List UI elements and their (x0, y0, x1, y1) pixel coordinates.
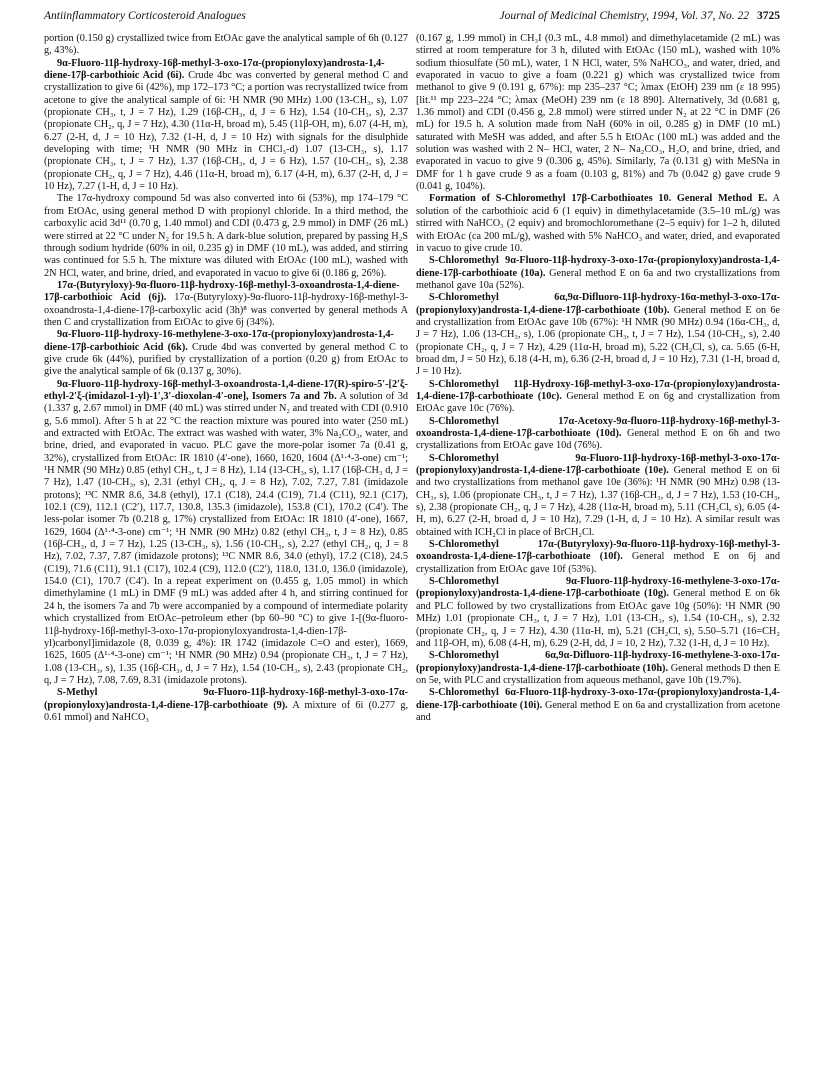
paragraph (416, 687, 780, 724)
compound-heading: S-Chloromethyl 9α-Fluoro-11β-hydroxy-3-oxo-17α-(propionyloxy)androsta-1,4-diene-17β-carbothioate (10a). (416, 255, 780, 279)
paragraph-body: 17α-(Butyryloxy)-9α-fluoro-11β-hydroxy-16β-methyl-3-oxoandrosta-1,4-diene-17β-carboxylic acid (3h)⁸ was converted by general methods A then C and crystallization from EtOAc to give 6j (34%). (44, 292, 408, 328)
paragraph-body: A solution of 3d (1.337 g, 2.67 mmol) in DMF (40 mL) was stirred under N₂ and treated with CDI (0.910 g, 5.6 mmol). After 5 h at 22 °C the reaction mixture was poured into water (250 mL) and extracted with EtOAc. The extract was washed with water, 3% Na₂CO₃, water, and brine, dried, and evaporated in vacuo. PLC gave the more-polar isomer 7a (0.41 g, 32%), crystallized from EtOAc: IR 1810 (4′-one), 1660, 1620, 1604 (Δ¹·⁴-3-one) cm⁻¹; ¹H NMR (90 MHz) 0.85 (ethyl CH₃, t, J = 8 Hz), 1.14 (13-CH₃, s), 1.17 (16β-CH₃ d, J = 7 Hz), 1.47 (10-CH₃, s), 2.31 (ethyl CH₂, q, J = 8 Hz), 7.02, 7.27, 7.81 (imidazole protons); ¹³C NMR 8.6, 34.8 (ethyl), 17.1 (C18), 24.4 (C19), 71.4 (C11), 92.1 (C17), 102.1 (C9), 112.1 (C2′), 117.7, 130.8, 135.3 (imidazole), 153.8 (C1), 170.2 (C4′). The less-polar isomer 7b (0.218 g, 17%) crystallized from EtOAc: IR 1810 (4′-one), 1667, 1629, 1604 (Δ¹·⁴-3-one) cm⁻¹; ¹H NMR (90 MHz) 0.82 (ethyl CH₃, t, J = 8 Hz), 0.85 (16β-CH₃, d, J = 7 Hz), 1.25 (13-CH₃, s), 1.56 (10-CH₃, s), 2.27 (ethyl CH₂, q, J = 8 Hz), 7.02, 7.37, 7.87 (imidazole protons); ¹³C NMR 8.6, 34.0 (ethyl), 17.2 (C18), 24.5 (C19), 71.6 (C11), 91.1 (C17), 102.4 (C9), 112.0 (C2′), 118.0, 131.0, 136.0 (imidazole), 154.0 (C1), 170.7 (C4′). In a repeat experiment on (0.455 g, 1.05 mmol) in which dimethylamine (1 mL) in DMF (9 mL) was added after 4 h, and stirring continued for 24 h, the isomers 7a and 7b were accompanied by a compound of intermediate polarity which crystallized from EtOAc–petroleum ether (bp 60–90 °C) to give 1-[(9α-fluoro-11β-hydroxy-16β-methyl-3-oxo-17α-propionyloxyandrosta-1,4-dien-17β-yl)carbonyl]imidazole (8, 0.039 g, 4%): IR 1742 (imidazole C=O and ester), 1669, 1625, 1605 (Δ¹·⁴-3-one) cm⁻¹; ¹H NMR (90 MHz) 0.94 (propionate CH₃, t, J = 7 Hz), 1.08 (13-CH₃, s), 1.35 (16β-CH₃, d, J = 7 Hz), 1.54 (10-CH₃, s), 2.43 (propionate CH₂, q, J = 7 Hz), 7.08, 7.69, 8.31 (imidazole protons). (44, 390, 408, 686)
paragraph (44, 280, 408, 329)
compound-heading: 9α-Fluoro-11β-hydroxy-16-methylene-3-oxo-17α-(propionyloxy)androsta-1,4-diene-17β-carbothioic Acid (6k). (44, 329, 394, 353)
paragraph (416, 33, 780, 193)
compound-heading: S-Chloromethyl 6α,9α-Difluoro-11β-hydroxy-16α-methyl-3-oxo-17α-(propionyloxy)androsta-1,4-diene-17β-carbothioate (10b). (416, 292, 780, 316)
paragraph-body: (0.167 g, 1.99 mmol) in CH₃I (0.3 mL, 4.8 mmol) and dimethylacetamide (2 mL) was stirred at room temperature for 3 h, diluted with EtOAc (150 mL), washed with 10% sodium thiosulfate (50 mL), water, 1 N HCl, water, 5% NaHCO₃, and water, dried, and evaporated in vacuo to give a foam (0.221 g) which was crystallized twice from methanol to give 9 (0.191 g, 67%): mp 235–237 °C; λmax (EtOH) 239 nm (ε 18 995) [lit.¹¹ mp 223–224 °C; λmax (MeOH) 239 nm (ε 18 890]. Alternatively, 3d (0.681 g, 1.36 mmol) and CDI (0.456 g, 2.8 mmol) were stirred under N₂ at 22 °C in DMF (26 mL) for 19.5 h. A solution made from NaH (60% in oil, 0.285 g) in DMF (10 mL) saturated with MeSH was added, and after 5.5 h EtOAc (100 mL) was added and the solution was washed with 2 N– HCl, water, 2 N– Na₂CO₃, H₂O, and brine, dried, and evaporated in vacuo to give 9 (0.306 g, 45%). Similarly, 7a (0.131 g) with MeSNa in DMF for 1 h gave crude 9 as a foam (0.103 g, 81%) and 7b (0.042 g) gave crude 9 (0.041 g, 104%). (416, 33, 780, 193)
paragraph-body: A mixture of 6i (0.277 g, 0.61 mmol) and NaHCO₃ (44, 699, 408, 723)
running-header (44, 10, 780, 28)
paragraph (416, 416, 780, 453)
paragraph-body: portion (0.150 g) crystallized twice from EtOAc gave the analytical sample of 6h (0.127 g, 43%). (44, 33, 408, 57)
compound-heading: S-Chloromethyl 9α-Fluoro-11β-hydroxy-16-methylene-3-oxo-17α-(propionyloxy)androsta-1,4-diene-17β-carbothioate (10g). (416, 576, 780, 600)
compound-heading: S-Chloromethyl 17α-(Butyryloxy)-9α-fluoro-11β-hydroxy-16β-methyl-3-oxoandrosta-1,4-diene-17β-carbothioate (10f). (416, 539, 780, 563)
paragraph-body: General method E on 6h and two crystallizations from EtOAc gave 10d (76%). (416, 428, 780, 452)
compound-heading: S-Chloromethyl 6α-Fluoro-11β-hydroxy-3-oxo-17α-(propionyloxy)androsta-1,4-diene-17β-carbothioate (10i). (416, 687, 780, 711)
left-column (44, 33, 408, 1063)
paragraph (44, 33, 408, 58)
paragraph-body: Crude 4bd was converted by general method C to give crude 6k (44%), purified by crystallization of a portion (0.20 g) from EtOAc to give the analytical sample of 6k (0.137 g, 30%). (44, 341, 408, 378)
paragraph-body: The 17α-hydroxy compound 5d was also converted into 6i (53%), mp 174–179 °C from EtOAc, using general method D with propionyl chloride. In a third method, the carboxylic acid 3d¹¹ (0.70 g, 1.40 mmol) and CDI (0.473 g, 2.9 mmol) in DMF (26 mL) were stirred at 22 °C under N₂ for 19.5 h. A dark-blue solution, prepared by passing H₂S through sodium hydride (60% in oil, 0.235 g) in DMF (10 mL), was added, and stirring was continued for 5.5 h. The mixture was diluted with EtOAc (100 mL), washed with 2N HCl, water, and brine, dried, and evaporated in vacuo to give 6i (0.186 g, 26%). (44, 193, 408, 279)
paragraph-body: General method E on 6a and crystallization from acetone and (416, 699, 780, 723)
paragraph (416, 379, 780, 416)
paragraph (44, 329, 408, 378)
compound-heading: 17α-(Butyryloxy)-9α-fluoro-11β-hydroxy-16β-methyl-3-oxoandrosta-1,4-diene-17β-carbothioic Acid (6j). (44, 279, 400, 304)
right-column (416, 33, 780, 1063)
header-journal-citation (500, 10, 780, 22)
paragraph (416, 255, 780, 292)
paragraph (44, 687, 408, 724)
paragraph (44, 193, 408, 279)
paragraph (416, 576, 780, 650)
paragraph-body: General method E on 6g and crystallization from EtOAc gave 10c (76%). (416, 390, 780, 415)
paragraph-body: Crude 4bc was converted by general method C and crystallization to give 6i (42%), mp 172–173 °C; a portion was recrystallized twice from acetone to give the analytical sample of 6i: ¹H NMR (90 MHz) 1.00 (13-CH₃, s), 1.07 (propionate CH₃, t, J = 7 Hz), 1.29 (16β-CH₃, d, J = 6 Hz), 1.54 (10-CH₃, s), 2.37 (propionate CH₂, q, J = 7 Hz), 4.30 (11α-H, broad m), 5.45 (11β-OH, m), 6.07 (4-H, m), 6.27 (2-H, d, J = 10 Hz), 7.32 (1-H, d, J = 10 Hz) with signals for the disulphide developing with time; ¹H NMR (90 MHz in CHCl₃-d) 1.07 (13-CH₃, s), 1.17 (propionate CH₃, t, J = 7 Hz), 1.37 (16β-CH₃, d, J = 6 Hz), 1.57 (10-CH₃, s), 2.38 (propionate CH₂, q, J = 7 Hz), 4.46 (11α-H, broad m), 6.17 (4-H, m), 6.37 (2-H, d, J = 10 Hz), 7.27 (1-H, d, J = 10 Hz). (44, 70, 408, 193)
paragraph (416, 453, 780, 539)
paragraph (416, 292, 780, 378)
compound-heading: S-Chloromethyl 9α-Fluoro-11β-hydroxy-16β-methyl-3-oxo-17α-(propionyloxy)androsta-1,4-diene-17β-carbothioate (10e). (416, 452, 780, 477)
header-journal-name: Journal of Medicinal Chemistry, 1994, Vol. 37, No. 22 (499, 10, 749, 22)
paragraph-body: General method E on 6a and two crystallizations from methanol gave 10a (52%). (416, 267, 780, 291)
paragraph-body: A solution of the carbothioic acid 6 (1 equiv) in dimethylacetamide (3.5–10 mL/g) was stirred with NaHCO₃ (2 equiv) and bromochloromethane (2–5 equiv) for 1–2 h, diluted with EtOAc (ca 200 mL/g), washed with 5% NaHCO₃ and water, dried, and evaporated in vacuo to give crude 10. (416, 193, 780, 254)
paragraph (416, 650, 780, 687)
paragraph-body: General methods D then E on 5e, with PLC and crystallization from aqueous methanol, gave 10h (19.7%). (416, 662, 780, 686)
paragraph-body: General method E on 6j and crystallization from EtOAc gave 10f (53%). (416, 551, 780, 575)
paragraph (44, 58, 408, 194)
paragraph-body: General method E on 6e and crystallization from EtOAc gave 10b (67%): ¹H NMR (90 MHz) 0.94 (16α-CH₃, d, J = 7 Hz), 1.06 (13-CH₃, s), 1.06 (propionate CH₃, t, J = 7 Hz), 1.54 (10-CH₃, s), 2.40 (propionate CH₂, q, J = 7 Hz), 4.29 (11α-H, broad m), 5.22 (CH₂Cl, s), ca. 5.65 (6-H, broad dm, J = 50 Hz), 6.18 (4-H, m), 6.36 (2-H, broad d, J = 10 Hz), 7.31 (1-H, broad d, J = 10 Hz). (416, 304, 780, 378)
compound-heading: S-Methyl 9α-Fluoro-11β-hydroxy-16β-methyl-3-oxo-17α-(propionyloxy)androsta-1,4-diene-17β-carbothioate (9). (44, 687, 408, 711)
paragraph (416, 193, 780, 255)
compound-heading: 9α-Fluoro-11β-hydroxy-16β-methyl-3-oxo-17α-(propionyloxy)androsta-1,4-diene-17β-carbothioic Acid (6i). (44, 57, 385, 82)
compound-heading: Formation of S-Chloromethyl 17β-Carbothioates 10. General Method E. (429, 193, 768, 205)
page-number: 3725 (757, 10, 780, 22)
compound-heading: S-Chloromethyl 11β-Hydroxy-16β-methyl-3-oxo-17α-(propionyloxy)androsta-1,4-diene-17β-carbothioate (10c). (416, 378, 780, 402)
paragraph-body: General method E on 6k and PLC followed by two crystallizations from EtOAc gave 10g (50%): ¹H NMR (90 MHz) 1.01 (propionate CH₃, t, J = 7 Hz), 1.01 (13-CH₃, s), 1.54 (10-CH₃, s), 2.32 (propionate CH₂, q, J = 7 Hz), 4.30 (11α-H, m), 5.21 (CH₂Cl, s), 5.50–5.71 (16=CH₂ and 11β-OH, m), 6.08 (4-H, m), 6.29 (2-H, dd, J = 10, 2 Hz), 7.32 (1-H, d, J = 10 Hz). (416, 588, 780, 649)
header-article-title: Antiinflammatory Corticosteroid Analogues (44, 10, 246, 22)
compound-heading: S-Chloromethyl 17α-Acetoxy-9α-fluoro-11β-hydroxy-16β-methyl-3-oxoandrosta-1,4-diene-17β-carbothioate (10d). (416, 415, 780, 439)
compound-heading: S-Chloromethyl 6α,9α-Difluoro-11β-hydroxy-16-methylene-3-oxo-17α-(propionyloxy)androsta-1,4-diene-17β-carbothioate (10h). (416, 650, 780, 674)
paragraph (44, 379, 408, 688)
paragraph-body: General method E on 6i and two crystallizations from methanol gave 10e (36%): ¹H NMR (90 MHz) 0.98 (13-CH₃, s), 1.06 (propionate CH₃, t, J = 7 Hz), 1.37 (16β-CH₃, d, J = 7 Hz), 1.53 (10-CH₃, s), 2.38 (propionate CH₂, q, J = 7 Hz), 4.28 (11α-H, broad m), 5.11 (CH₂Cl, s), 6.05 (4-H, m), 6.27 (2-H, broad d, J = 10 Hz), 7.29 (1-H, d, J = 10 Hz). A similar result was obtained with ICH₂Cl in place of BrCH₂Cl. (416, 465, 780, 538)
compound-heading: 9α-Fluoro-11β-hydroxy-16β-methyl-3-oxoandrosta-1,4-diene-17(R)-spiro-5′-[2′ξ-ethyl-2′ξ-(imidazol-1-yl)-1′,3′-dioxolan-4′-one], Isomers 7a and 7b. (44, 378, 408, 402)
paragraph (416, 539, 780, 576)
